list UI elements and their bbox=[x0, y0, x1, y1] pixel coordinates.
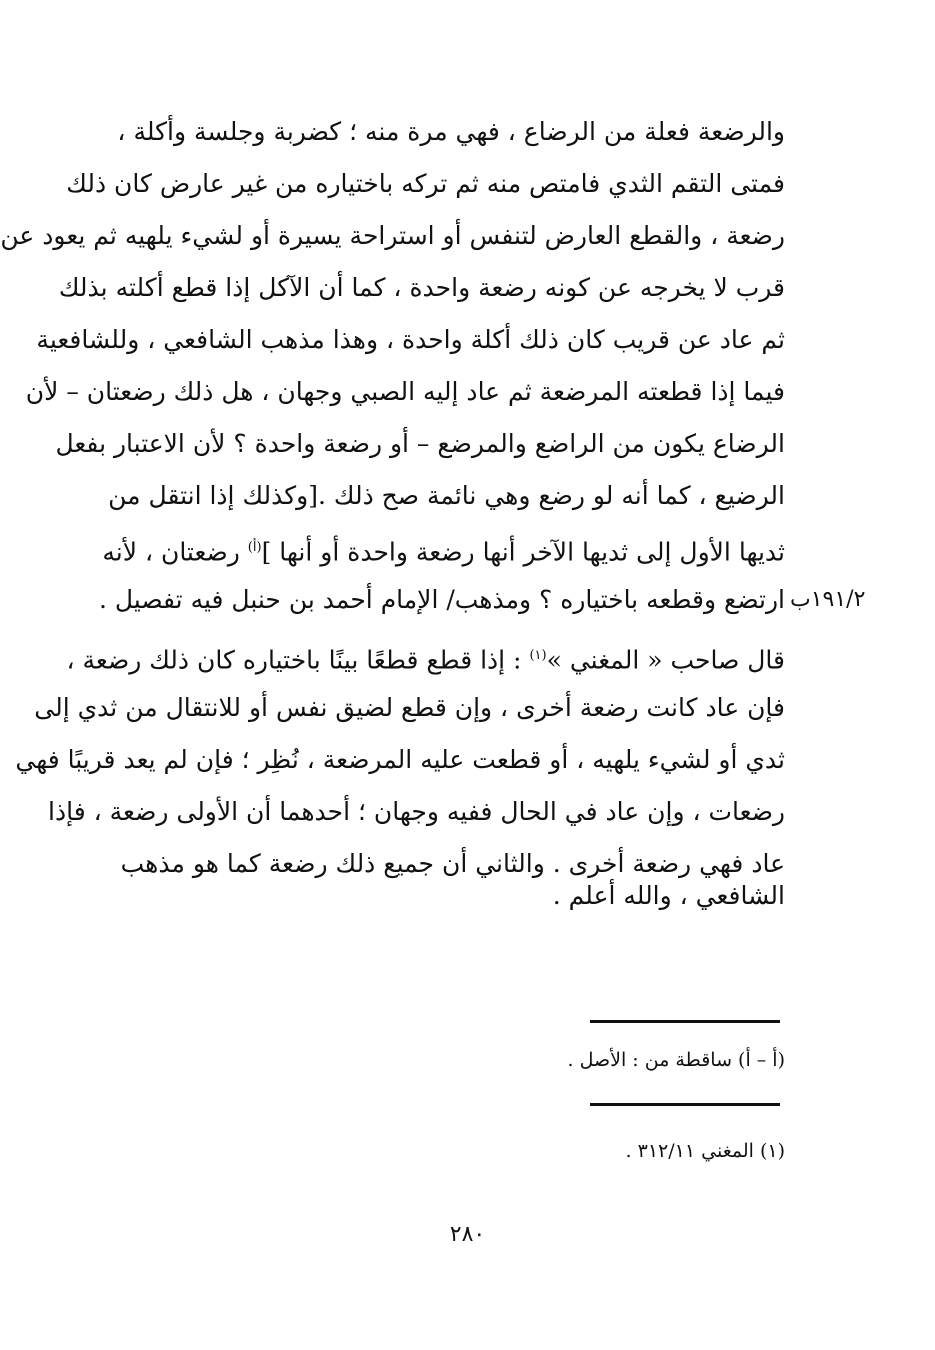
p1-line-5: ثم عاد عن قريب كان ذلك أكلة واحدة ، وهذا مذهب الشافعي ، وللشافعية bbox=[36, 325, 785, 354]
p2-line-5: عاد فهي رضعة أخرى . والثاني أن جميع ذلك رضعة كما هو مذهب bbox=[120, 849, 785, 878]
footnote-ref-a: (أ) bbox=[247, 540, 262, 555]
p2-line-3: ثدي أو لشيء يلهيه ، أو قطعت عليه المرضعة ، نُظِر ؛ فإن لم يعد قريبًا فهي bbox=[15, 745, 785, 774]
p1-line-10: ارتضع وقطعه باختياره ؟ ومذهب/ الإمام أحمد بن حنبل فيه تفصيل . bbox=[98, 585, 785, 614]
p2-line-1-pre: قال صاحب « المغني » bbox=[546, 645, 785, 675]
p1-line-9-text: ثديها الأول إلى ثديها الآخر أنها رضعة واحدة أو أنها ] bbox=[261, 537, 785, 567]
p1-line-6: فيما إذا قطعته المرضعة ثم عاد إليه الصبي وجهان ، هل ذلك رضعتان – لأن bbox=[25, 377, 785, 406]
p1-line-3: رضعة ، والقطع العارض لتنفس أو استراحة يسيرة أو لشيء يلهيه ثم يعود عن bbox=[0, 221, 785, 250]
footnote-1: (١) المغني ٣١٢/١١ . bbox=[625, 1140, 785, 1162]
p1-line-9-tail: رضعتان ، لأنه bbox=[102, 537, 248, 567]
p1-line-2: فمتى التقم الثدي فامتص منه ثم تركه باختياره من غير عارض كان ذلك bbox=[66, 169, 785, 198]
page-number: ٢٨٠ bbox=[449, 1222, 486, 1247]
p1-line-1: والرضعة فعلة من الرضاع ، فهي مرة منه ؛ كضربة وجلسة وأكلة ، bbox=[117, 117, 785, 146]
footnote-rule-a bbox=[590, 1020, 780, 1023]
p2-line-6: الشافعي ، والله أعلم . bbox=[552, 881, 785, 910]
footnote-a: (أ – أ) ساقطة من : الأصل . bbox=[567, 1049, 785, 1071]
p1-line-4: قرب لا يخرجه عن كونه رضعة واحدة ، كما أن الآكل إذا قطع أكلته بذلك bbox=[58, 273, 785, 302]
p2-line-4: رضعات ، وإن عاد في الحال ففيه وجهان ؛ أحدهما أن الأولى رضعة ، فإذا bbox=[48, 797, 785, 826]
p1-line-7: الرضاع يكون من الراضع والمرضع – أو رضعة واحدة ؟ لأن الاعتبار بفعل bbox=[55, 429, 785, 458]
folio-margin-note: ١٩١/٢ب bbox=[790, 587, 866, 612]
p2-line-2: فإن عاد كانت رضعة أخرى ، وإن قطع لضيق نفس أو للانتقال من ثدي إلى bbox=[34, 693, 785, 722]
footnote-ref-1: (١) bbox=[529, 648, 547, 663]
p2-line-1-post: : إذا قطع قطعًا بينًا باختياره كان ذلك رضعة ، bbox=[66, 645, 530, 675]
p1-line-9 bbox=[102, 522, 785, 578]
p1-line-8: الرضيع ، كما أنه لو رضع وهي نائمة صح ذلك .[وكذلك إذا انتقل من bbox=[108, 481, 785, 510]
p2-line-1 bbox=[66, 630, 785, 686]
footnote-rule-1 bbox=[590, 1103, 780, 1106]
